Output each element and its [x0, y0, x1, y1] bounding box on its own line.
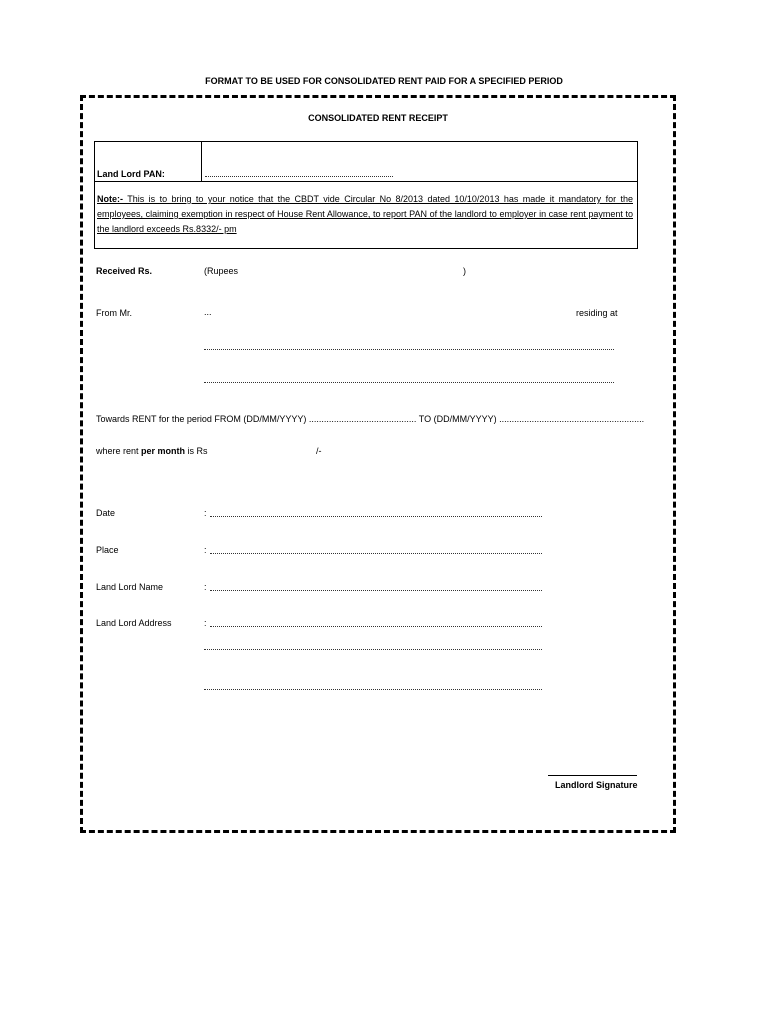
from-label: From Mr.	[96, 308, 132, 318]
landlord-name-field[interactable]	[210, 590, 542, 591]
rent-end: /-	[316, 446, 322, 456]
pan-label: Land Lord PAN:	[97, 169, 165, 179]
landlord-address-line-3[interactable]	[204, 689, 542, 690]
place-field[interactable]	[210, 553, 542, 554]
landlord-address-line-1[interactable]	[210, 626, 542, 627]
pan-row	[95, 142, 637, 182]
address-line-1[interactable]	[204, 349, 614, 350]
rupees-label: (Rupees	[204, 266, 239, 276]
landlord-name-colon: :	[204, 582, 207, 592]
residing-label: residing at	[576, 308, 618, 318]
place-label: Place	[96, 545, 119, 555]
pan-value-field[interactable]	[205, 176, 393, 177]
landlord-address-line-2[interactable]	[204, 649, 542, 650]
landlord-address-label: Land Lord Address	[96, 618, 172, 628]
signature-label: Landlord Signature	[555, 780, 638, 790]
note-text	[97, 192, 633, 237]
rent-per-month-line	[96, 446, 208, 456]
date-colon: :	[204, 508, 207, 518]
landlord-address-colon: :	[204, 618, 207, 628]
pan-divider	[201, 142, 202, 182]
format-title: FORMAT TO BE USED FOR CONSOLIDATED RENT PAID FOR A SPECIFIED PERIOD	[205, 76, 563, 86]
note-label: Note:-	[97, 194, 123, 204]
receipt-title: CONSOLIDATED RENT RECEIPT	[308, 113, 448, 123]
pan-box	[94, 141, 638, 249]
signature-line[interactable]	[548, 775, 637, 776]
note-body: This is to bring to your notice that the CBDT vide Circular No 8/2013 dated 10/10/2013 has made it mandatory for the employees, claiming exemption in respect of House Rent Allowance, to report PAN of the landlord to employer in case rent payment to the landlord exceeds Rs.8332/- pm	[97, 194, 633, 234]
towards-rent-text: Towards RENT for the period FROM (DD/MM/YYYY) ........................................... TO (DD/MM/YYYY) ..........................................................	[96, 414, 645, 424]
rent-per-month: per month	[141, 446, 186, 456]
rupees-close: )	[463, 266, 466, 276]
date-label: Date	[96, 508, 116, 518]
landlord-name-label: Land Lord Name	[96, 582, 164, 592]
address-line-2[interactable]	[204, 382, 614, 383]
rent-suffix: is Rs	[185, 446, 208, 456]
received-label: Received Rs.	[96, 266, 153, 276]
rent-prefix: where rent	[96, 446, 142, 456]
place-colon: :	[204, 545, 207, 555]
date-field[interactable]	[210, 516, 542, 517]
from-value: ...	[204, 307, 212, 317]
